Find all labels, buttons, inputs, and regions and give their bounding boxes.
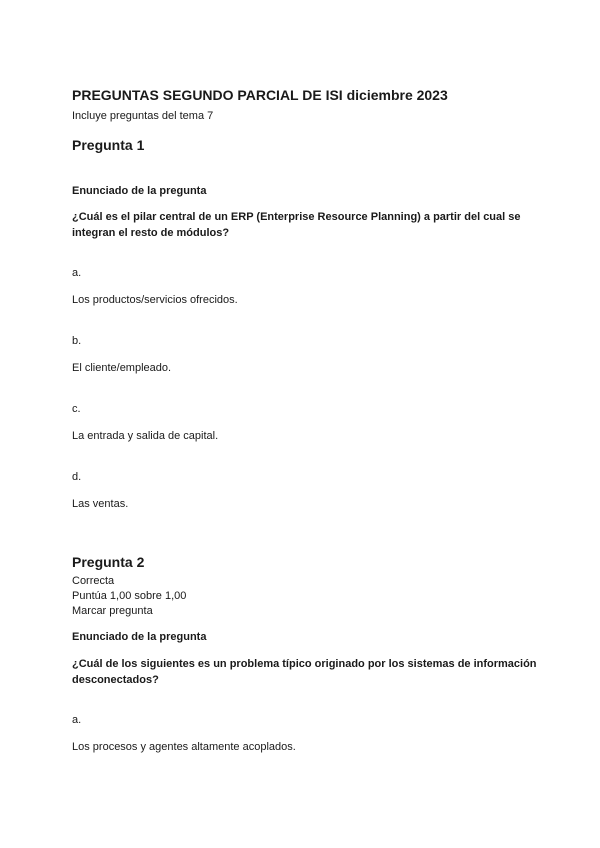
question-2-option-a-text[interactable]: Los procesos y agentes altamente acoplados.	[72, 741, 296, 753]
question-2-statement-label: Enunciado de la pregunta	[72, 631, 207, 643]
question-1-option-a-letter: a.	[72, 267, 82, 279]
question-1-statement-label: Enunciado de la pregunta	[72, 185, 207, 197]
question-2-heading: Pregunta 2	[72, 554, 145, 570]
question-2-status: Correcta	[72, 575, 115, 587]
question-2-option-a-letter: a.	[72, 714, 82, 726]
question-1-option-b-letter: b.	[72, 335, 82, 347]
question-2-flag-link[interactable]: Marcar pregunta	[72, 605, 153, 617]
document-title: PREGUNTAS SEGUNDO PARCIAL DE ISI diciembre 2023	[72, 87, 448, 103]
question-1-heading: Pregunta 1	[72, 137, 145, 153]
question-1-option-a-text[interactable]: Los productos/servicios ofrecidos.	[72, 294, 238, 306]
document-subtitle: Incluye preguntas del tema 7	[72, 110, 214, 122]
question-1-option-c-text[interactable]: La entrada y salida de capital.	[72, 430, 219, 442]
question-2-text: ¿Cuál de los siguientes es un problema típico originado por los sistemas de información desconectados?	[72, 658, 537, 686]
question-1-text: ¿Cuál es el pilar central de un ERP (Enterprise Resource Planning) a partir del cual se integran el resto de módulos?	[72, 211, 521, 239]
question-1-option-b-text[interactable]: El cliente/empleado.	[72, 362, 172, 374]
question-1-option-d-text[interactable]: Las ventas.	[72, 498, 129, 510]
question-1-option-c-letter: c.	[72, 403, 81, 415]
question-2-score: Puntúa 1,00 sobre 1,00	[72, 590, 187, 602]
question-1-option-d-letter: d.	[72, 471, 82, 483]
